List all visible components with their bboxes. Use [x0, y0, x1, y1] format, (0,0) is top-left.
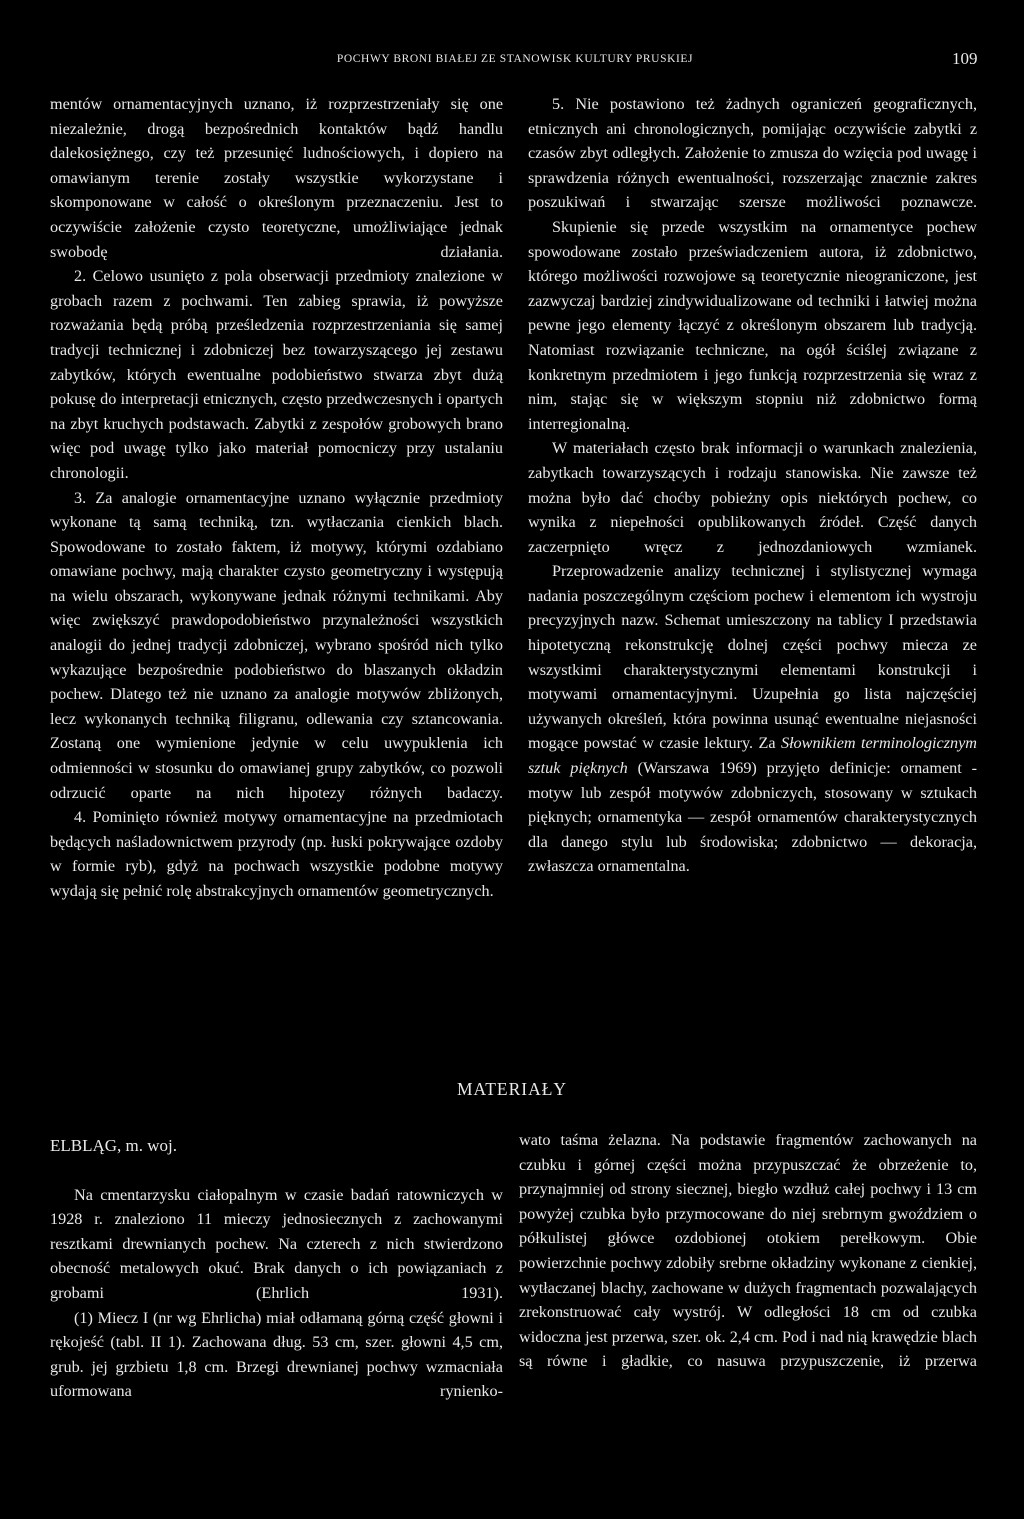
entry-left-column — [50, 1134, 503, 1404]
paragraph: Na cmentarzysku ciałopalnym w czasie badań ratowniczych w 1928 r. znaleziono 11 mieczy jednosiecznych z zachowanymi resztkami drewnianych pochew. Na czterech z nich stwierdzono obecność metalowych okuć. Brak danych o ich powiązaniach z grobami (Ehrlich 1931). — [50, 1185, 503, 1302]
page-number: 109 — [952, 49, 978, 68]
book-title: Słownikiem terminologicznym sztuk pięknych — [528, 734, 977, 778]
text-run: Przeprowadzenie analizy technicznej i stylistycznej wymaga nadania poszczególnym częściom pochew i elementom ich wystroju precyzyjnych nazw. Schemat umieszczony na tablicy I przedstawia hipotetyczną rekonstrukcję dolnej części pochwy miecza ze wszystkimi charakterystycznymi elementami konstrukcji i motywami ornamentacyjnymi. Uzupełnia go lista najczęściej używanych określeń, która powinna usunąć ewentualne niejasności mogące powstać w czasie lektury. Za — [528, 562, 977, 753]
paragraph: mentów ornamentacyjnych uznano, iż rozprzestrzeniały się one niezależnie, drogą bezpośrednich kontaktów bądź handlu dalekosiężnego, czy też przesunięć ludnościowych, i dopiero na omawianym terenie zostały wszystkie wykorzystane i skomponowane w całość o określonym przeznaczeniu. Jest to oczywiście założenie czysto teoretyczne, umożliwiające jednak swobodę działania. — [50, 95, 503, 261]
paragraph: (1) Miecz I (nr wg Ehrlicha) miał odłamaną górną część głowni i rękojeść (tabl. II 1). Zachowana dług. 53 cm, szer. głowni 4,5 cm, grub. jej grzbietu 1,8 cm. Brzegi drewnianej pochwy wzmacniała uformowana rynienko- — [50, 1308, 503, 1401]
paragraph: 5. Nie postawiono też żadnych ograniczeń geograficznych, etnicznych ani chronologicznych, pomijając oczywiście zabytki z czasów zbyt odległych. Założenie to zmusza do wzięcia pod uwagę i sprawdzenia różnych ewentualności, rozszerzając znacznie zakres poszukiwań i stwarzając szersze możliwości poznawcze. — [528, 95, 977, 212]
paragraph: wato taśma żelazna. Na podstawie fragmentów zachowanych na czubku i górnej części można przypuszczać że obrzeżenie to, przynajmniej od strony siecznej, biegło wzdłuż całej pochwy i 13 cm powyżej czubka było przymocowane do niej srebrnym gwoździem o półkulistej główce ozdobionej otokiem perełkowym. Obie powierzchnie pochwy zdobiły srebrne okładziny wykonane z cienkiej, wytłaczanej blachy, zachowane w dużych fragmentach pozwalających zrekonstruować cały wystrój. W odległości 18 cm od czubka widoczna jest przerwa, szer. ok. 2,4 cm. Pod i nad nią krawędzie blach są równe i gładkie, co nasuwa przypuszczenie, iż przerwa — [519, 1131, 977, 1371]
text-run: (Warszawa 1969) przyjęto definicje: ornament - motyw lub zespół motywów zdobniczych, stosowany w sztukach pięknych; ornamentyka — zespół ornamentów charakterystycznych dla danego stylu lub środowiska; zdobnictwo — dekoracja, zwłaszcza ornamentalna. — [528, 759, 977, 876]
entry-right-column — [519, 1128, 977, 1374]
paragraph: 2. Celowo usunięto z pola obserwacji przedmioty znalezione w grobach razem z pochwami. Ten zabieg sprawia, iż powyższe rozważania będą próbą prześledzenia rozprzestrzeniania się samej tradycji technicznej i zdobniczej bez towarzyszącego jej zestawu zabytków, których ewentualne podobieństwo stwarza zbyt dużą pokusę do interpretacji etnicznych, często przedwczesnych i opartych na zbyt kruchych podstawach. Zabytki z zespołów grobowych brano więc pod uwagę tylko jako materiał pomocniczy przy ustalaniu chronologii. — [50, 267, 503, 482]
site-heading: ELBLĄG, m. woj. — [50, 1136, 178, 1155]
paragraph: 4. Pominięto również motywy ornamentacyjne na przedmiotach będących naśladownictwem przyrody (np. łuski pokrywające ozdoby w formie ryb), gdyż na pochwach wszystkie podobne motywy wydają się pełnić rolę abstrakcyjnych ornamentów geometrycznych. — [50, 808, 503, 900]
section-title: MATERIAŁY — [456, 1079, 568, 1099]
paragraph: 3. Za analogie ornamentacyjne uznano wyłącznie przedmioty wykonane tą samą techniką, tzn. wytłaczania cienkich blach. Spowodowane to zostało faktem, iż motywy, którymi ozdabiano omawiane pochwy, mają charakter czysto geometryczny i występują na wielu obszarach, wykonywane jednak różnymi technikami. Aby więc zwiększyć prawdopodobieństwo przynależności wszystkich analogii do jednej tradycji zdobniczej, wybrano spośród nich tylko wykazujące bezpośrednie podobieństwo do blaszanych okładzin pochew. Dlatego też nie uznano za analogie motywów zbliżonych, lecz wykonanych techniką filigranu, odlewania czy sztancowania. Zostaną one wymienione jedynie w celu uwypuklenia ich odmienności w stosunku do omawianej grupy zabytków, co pozwoli odrzucić oparte na nich hipotezy różnych badaczy. — [50, 488, 503, 802]
paragraph — [528, 559, 977, 879]
paragraph: Skupienie się przede wszystkim na ornamentyce pochew spowodowane zostało przeświadczeniem autora, iż zdobnictwo, którego możliwości rozwojowe są teoretycznie nieograniczone, jest zazwyczaj bardziej zindywidualizowane od techniki i łatwiej można pewne jego elementy łączyć z określonym obszarem lub tradycją. Natomiast rozwiązanie techniczne, na ogół ściślej związane z konkretnym przedmiotem i jego funkcją rozprzestrzenia się wraz z nim, stając się w większym stopniu niż zdobnictwo formą interregionalną. — [528, 217, 977, 433]
running-header: POCHWY BRONI BIAŁEJ ZE STANOWISK KULTURY PRUSKIEJ — [336, 53, 694, 65]
right-column — [528, 92, 977, 879]
paragraph: W materiałach często brak informacji o warunkach znalezienia, zabytkach towarzyszących i rodzaju stanowiska. Nie zawsze też można było dać choćby pobieżny opis niektórych pochew, co wynika z niepełności opublikowanych źródeł. Część danych zaczerpnięto wręcz z jednozdaniowych wzmianek. — [528, 439, 977, 556]
left-column — [50, 92, 503, 904]
